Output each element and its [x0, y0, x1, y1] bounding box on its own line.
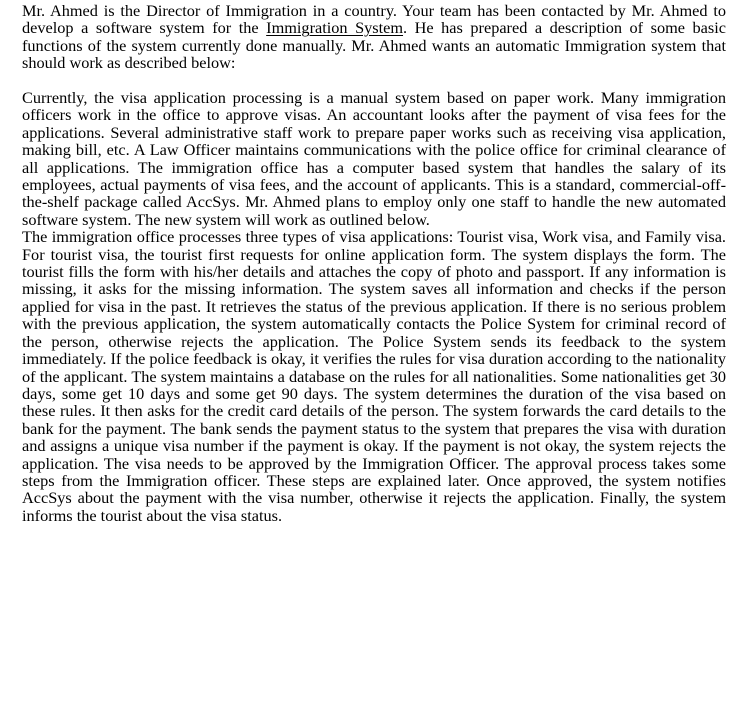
intro-text-start: Mr. Ahmed is the Director of Immigration in a country. Your team has been contacted by Mr. Ahmed to develop a software system for the: [22, 1, 726, 38]
intro-paragraph: [22, 2, 726, 72]
visa-process-paragraph: The immigration office processes three types of visa applications: Tourist visa, Work visa, and Family visa. For tourist visa, the tourist first requests for online application form. The system displays the form. The tourist fills the form with his/her details and attaches the copy of photo and passport. If any information is missing, it asks for the missing information. The system saves all information and checks if the person applied for visa in the past. It retrieves the status of the previous application. If there is no serious problem with the previous application, the system automatically contacts the Police System for criminal record of the person, otherwise rejects the application. The Police System sends its feedback to the system immediately. If the police feedback is okay, it verifies the rules for visa duration according to the nationality of the applicant. The system maintains a database on the rules for all nationalities. Some nationalities get 30 days, some get 10 days and some get 90 days. The system determines the duration of the visa based on these rules. It then asks for the credit card details of the person. The system forwards the card details to the bank for the payment. The bank sends the payment status to the system that prepares the visa with duration and assigns a unique visa number if the payment is okay. If the payment is not okay, the system rejects the application. The visa needs to be approved by the Immigration Officer. The approval process takes some steps from the Immigration officer. These steps are explained later. Once approved, the system notifies AccSys about the payment with the visa number, otherwise it rejects the application. Finally, the system informs the tourist about the visa status.: [22, 227, 726, 525]
current-system-paragraph: Currently, the visa application processing is a manual system based on paper work. Many immigration officers work in the office to approve visas. An accountant looks after the payment of visa fees for the applications. Several administrative staff work to prepare paper works such as receiving visa application, making bill, etc. A Law Officer maintains communications with the police office for criminal clearance of all applications. The immigration office has a computer based system that handles the salary of its employees, actual payments of visa fees, and the account of applicants. This is a standard, commercial-off-the-shelf package called AccSys. Mr. Ahmed plans to employ only one staff to handle the new automated software system. The new system will work as outlined below.: [22, 88, 726, 229]
immigration-system-underlined-text: Immigration System: [266, 18, 404, 38]
intro-text-end: . He has prepared a description of some basic functions of the system currently done manually. Mr. Ahmed wants an automatic Immigration system that should work as described below:: [22, 18, 726, 73]
